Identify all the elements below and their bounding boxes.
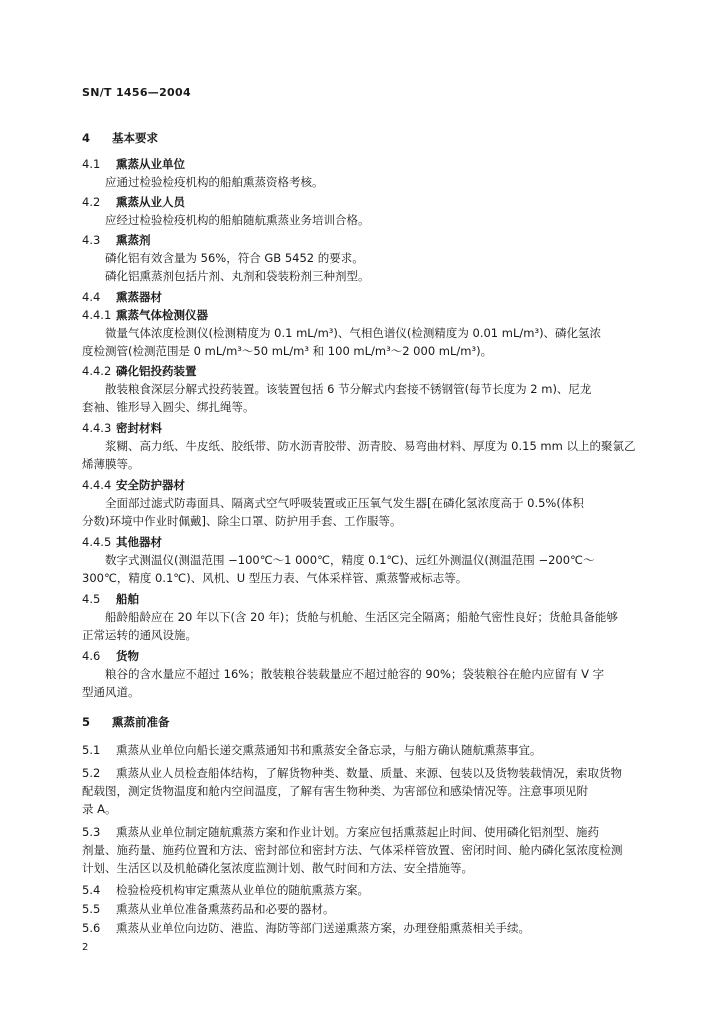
section-4-4-4-line1: 全面部过滤式防毒面具、隔离式空气呼吸装置或正压氧气发生器[在磷化氢浓度高于 0.5%(体积 [105,496,584,510]
page-number: 2 [82,942,89,953]
section-4-4-1-line2: 度检测管(检测范围是 0 mL/m³～50 mL/m³ 和 100 mL/m³～2 000 mL/m³)。 [82,344,493,358]
section-5-2-line3: 录 A。 [82,802,117,816]
section-4-6-heading: 4.6 货物 [82,649,139,663]
section-4-4-2-line2: 套袖、锥形导入圆尖、绑扎绳等。 [82,400,255,414]
standard-code: SN/T 1456—2004 [82,86,191,99]
section-4-heading: 4 基本要求 [82,131,158,145]
section-5-6: 5.6 熏蒸从业单位向边防、港监、海防等部门送递熏蒸方案，办理登船熏蒸相关手续。 [82,921,530,935]
section-5-4: 5.4 检验检疫机构审定熏蒸从业单位的随航熏蒸方案。 [82,883,369,897]
section-4-3-line1: 磷化铝有效含量为 56%，符合 GB 5452 的要求。 [105,251,364,265]
section-5-heading: 5 熏蒸前准备 [82,715,170,729]
section-4-4-5-heading: 4.4.5 其他器材 [82,535,162,549]
section-4-6-line1: 粮谷的含水量应不超过 16%；散装粮谷装载量应不超过舱容的 90%；袋装粮谷在舱内应留有 V 字 [105,667,605,681]
section-5-2-line1: 5.2 熏蒸从业人员检查船体结构，了解货物种类、数量、质量、来源、包装以及货物装载情况，索取货物 [82,766,622,780]
section-4-2-heading: 4.2 熏蒸从业人员 [82,195,185,209]
section-5-3-line3: 计划、生活区以及机舱磷化氢浓度监测计划、散气时间和方法、安全措施等。 [82,861,473,875]
section-4-4-1-heading: 4.4.1 熏蒸气体检测仪器 [82,308,208,322]
section-4-3-heading: 4.3 熏蒸剂 [82,233,151,247]
section-4-2-text: 应经过检验检疫机构的船舶随航熏蒸业务培训合格。 [105,213,370,227]
section-4-4-5-line1: 数字式测温仪(测温范围 −100℃～1 000℃，精度 0.1℃)、远红外测温仪(测温范围 −200℃～ [105,553,595,567]
section-4-4-1-line1: 微量气体浓度检测仪(检测精度为 0.1 mL/m³)、气相色谱仪(检测精度为 0.01 mL/m³)、磷化氢浓 [105,326,602,340]
section-4-4-2-line1: 散装粮食深层分解式投药装置。该装置包括 6 节分解式内套接不锈钢管(每节长度为 2 m)、尼龙 [105,382,592,396]
section-4-4-4-heading: 4.4.4 安全防护器材 [82,478,185,492]
section-4-4-3-line2: 烯薄膜等。 [82,457,140,471]
section-4-1-heading: 4.1 熏蒸从业单位 [82,157,185,171]
section-4-4-3-heading: 4.4.3 密封材料 [82,421,162,435]
section-5-1: 5.1 熏蒸从业单位向船长递交熏蒸通知书和熏蒸安全备忘录，与船方确认随航熏蒸事宜。 [82,743,542,757]
section-4-5-heading: 4.5 船舶 [82,592,139,606]
section-5-5: 5.5 熏蒸从业单位准备熏蒸药品和必要的器材。 [82,902,335,916]
section-4-1-text: 应通过检验检疫机构的船舶熏蒸资格考核。 [105,175,324,189]
section-4-5-line1: 船龄船龄应在 20 年以下(含 20 年)；货舱与机舱、生活区完全隔离；船舱气密性良好；货舱具备能够 [105,610,618,624]
section-4-4-5-line2: 300℃，精度 0.1℃)、风机、U 型压力表、气体采样管、熏蒸警戒标志等。 [82,571,468,585]
section-4-4-2-heading: 4.4.2 磷化铝投药装置 [82,364,197,378]
section-4-5-line2: 正常运转的通风设施。 [82,628,197,642]
section-4-4-heading: 4.4 熏蒸器材 [82,290,162,304]
section-5-3-line1: 5.3 熏蒸从业单位制定随航熏蒸方案和作业计划。方案应包括熏蒸起止时间、使用磷化铝剂型、施药 [82,825,599,839]
section-4-4-3-line1: 浆糊、高力纸、牛皮纸、胶纸带、防水沥青胶带、沥青胶、易弯曲材料、厚度为 0.15 mm 以上的聚氯乙 [105,439,636,453]
section-5-2-line2: 配载图，测定货物温度和舱内空间温度，了解有害生物种类、为害部位和感染情况等。注意事项见附 [82,784,588,798]
section-4-3-line2: 磷化铝熏蒸剂包括片剂、丸剂和袋装粉剂三种剂型。 [105,269,370,283]
section-4-6-line2: 型通风道。 [82,685,140,699]
section-4-4-4-line2: 分数)环境中作业时佩戴]、除尘口罩、防护用手套、工作服等。 [82,514,402,528]
section-5-3-line2: 剂量、施药量、施药位置和方法、密封部位和密封方法、气体采样管放置、密闭时间、舱内磷化氢浓度检测 [82,843,623,857]
